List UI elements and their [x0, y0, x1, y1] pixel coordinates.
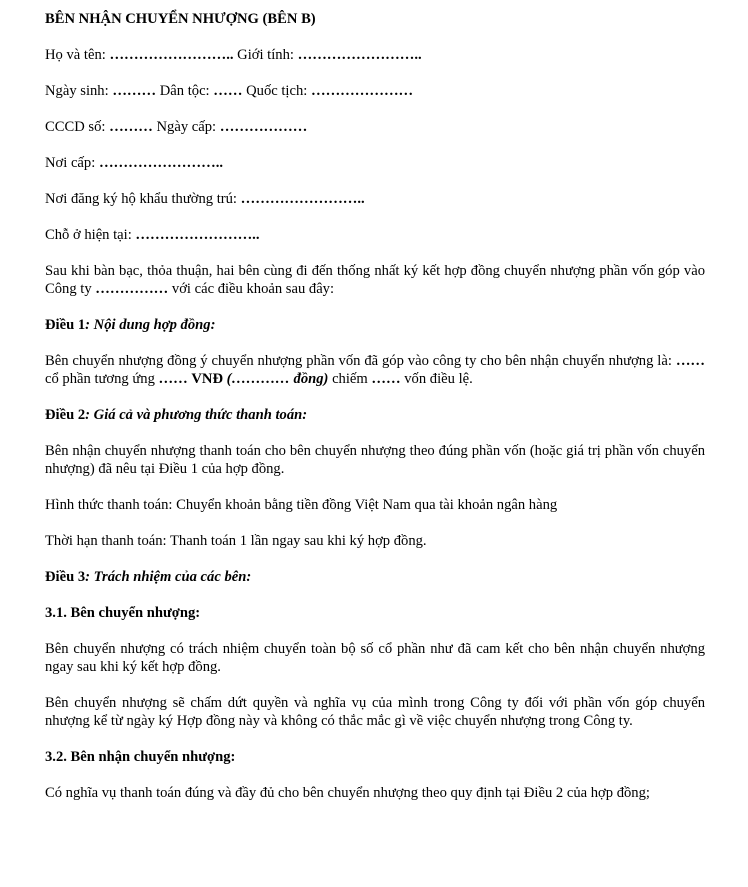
gender-blank: ……………………..	[297, 47, 422, 63]
section-3-1-paragraph-1: Bên chuyển nhượng có trách nhiệm chuyển toàn bộ số cổ phần như đã cam kết cho bên nhận chuyển nhượng ngay sau khi ký kết hợp đồng.	[45, 641, 705, 675]
residence-row	[45, 190, 705, 208]
issue-date-blank: ………………	[219, 119, 308, 135]
article-1-text-b: cổ phần tương ứng	[45, 371, 155, 387]
nationality-label: Quốc tịch:	[246, 83, 308, 99]
name-label: Họ và tên:	[45, 47, 106, 63]
issue-place-row	[45, 154, 705, 172]
intro-paragraph	[45, 262, 705, 298]
article-1-heading	[45, 316, 705, 334]
name-row	[45, 46, 705, 64]
gender-label: Giới tính:	[237, 47, 294, 63]
section-title: BÊN NHẬN CHUYỂN NHƯỢNG (BÊN B)	[45, 11, 316, 27]
amount-words-blank: (………… đồng)	[226, 371, 329, 387]
current-address-row	[45, 226, 705, 244]
current-address-label: Chỗ ở hiện tại:	[45, 227, 132, 243]
intro-text-end: với các điều khoản sau đây:	[171, 281, 335, 297]
currency-label: VNĐ	[191, 371, 223, 387]
article-2-title: : Giá cả và phương thức thanh toán:	[85, 407, 308, 423]
article-3-heading	[45, 568, 705, 586]
current-address-blank: ……………………..	[135, 227, 260, 243]
article-3-title: : Trách nhiệm của các bên:	[85, 569, 252, 585]
id-row	[45, 118, 705, 136]
ethnicity-label: Dân tộc:	[159, 83, 210, 99]
shares-blank: ……	[675, 353, 705, 369]
article-1-label: Điều 1	[45, 317, 86, 333]
article-1-paragraph	[45, 352, 705, 388]
article-2-paragraph-2: Hình thức thanh toán: Chuyển khoản bằng tiền đồng Việt Nam qua tài khoản ngân hàng	[45, 497, 558, 513]
issue-place-blank: ……………………..	[98, 155, 223, 171]
document-page	[45, 10, 705, 820]
article-1-text-d: vốn điều lệ.	[404, 371, 473, 387]
intro-text: Sau khi bàn bạc, thỏa thuận, hai bên cùng đi đến thống nhất ký kết hợp đồng chuyển nhượng phần vốn góp vào Công ty	[45, 263, 705, 297]
percent-blank: ……	[371, 371, 401, 387]
section-3-2-paragraph-1: Có nghĩa vụ thanh toán đúng và đầy đủ cho bên chuyển nhượng theo quy định tại Điều 2 của hợp đồng;	[45, 785, 650, 801]
dob-row	[45, 82, 705, 100]
section-3-2-heading: 3.2. Bên nhận chuyển nhượng:	[45, 749, 236, 765]
section-3-1-paragraph-2: Bên chuyển nhượng sẽ chấm dứt quyền và nghĩa vụ của mình trong Công ty đối với phần vốn góp chuyển nhượng kể từ ngày ký Hợp đồng này và không có thắc mắc gì về việc chuyển nhượng trong Công ty.	[45, 695, 705, 729]
id-label: CCCD số:	[45, 119, 106, 135]
article-2-heading	[45, 406, 705, 424]
name-blank: ……………………..	[109, 47, 234, 63]
article-2-paragraph-1: Bên nhận chuyển nhượng thanh toán cho bên chuyển nhượng theo đúng phần vốn (hoặc giá trị phần vốn chuyển nhượng) đã nêu tại Điều 1 của hợp đồng.	[45, 443, 705, 477]
residence-label: Nơi đăng ký hộ khẩu thường trú:	[45, 191, 237, 207]
article-1-text-c: chiếm	[332, 371, 368, 387]
article-3-label: Điều 3	[45, 569, 86, 585]
residence-blank: ……………………..	[240, 191, 365, 207]
issue-date-label: Ngày cấp:	[156, 119, 217, 135]
amount-blank: ……	[158, 371, 188, 387]
dob-label: Ngày sinh:	[45, 83, 109, 99]
id-blank: ………	[109, 119, 153, 135]
company-blank: ……………	[95, 281, 169, 297]
article-2-label: Điều 2	[45, 407, 86, 423]
article-2-paragraph-3: Thời hạn thanh toán: Thanh toán 1 lần ngay sau khi ký hợp đồng.	[45, 533, 427, 549]
article-1-title: : Nội dung hợp đồng:	[85, 317, 216, 333]
dob-blank: ………	[112, 83, 157, 99]
section-3-1-heading: 3.1. Bên chuyển nhượng:	[45, 605, 201, 621]
nationality-blank: …………………	[310, 83, 414, 99]
issue-place-label: Nơi cấp:	[45, 155, 96, 171]
article-1-text: Bên chuyển nhượng đồng ý chuyển nhượng phần vốn đã góp vào công ty cho bên nhận chuyển nhượng là:	[45, 353, 672, 369]
ethnicity-blank: ……	[213, 83, 243, 99]
